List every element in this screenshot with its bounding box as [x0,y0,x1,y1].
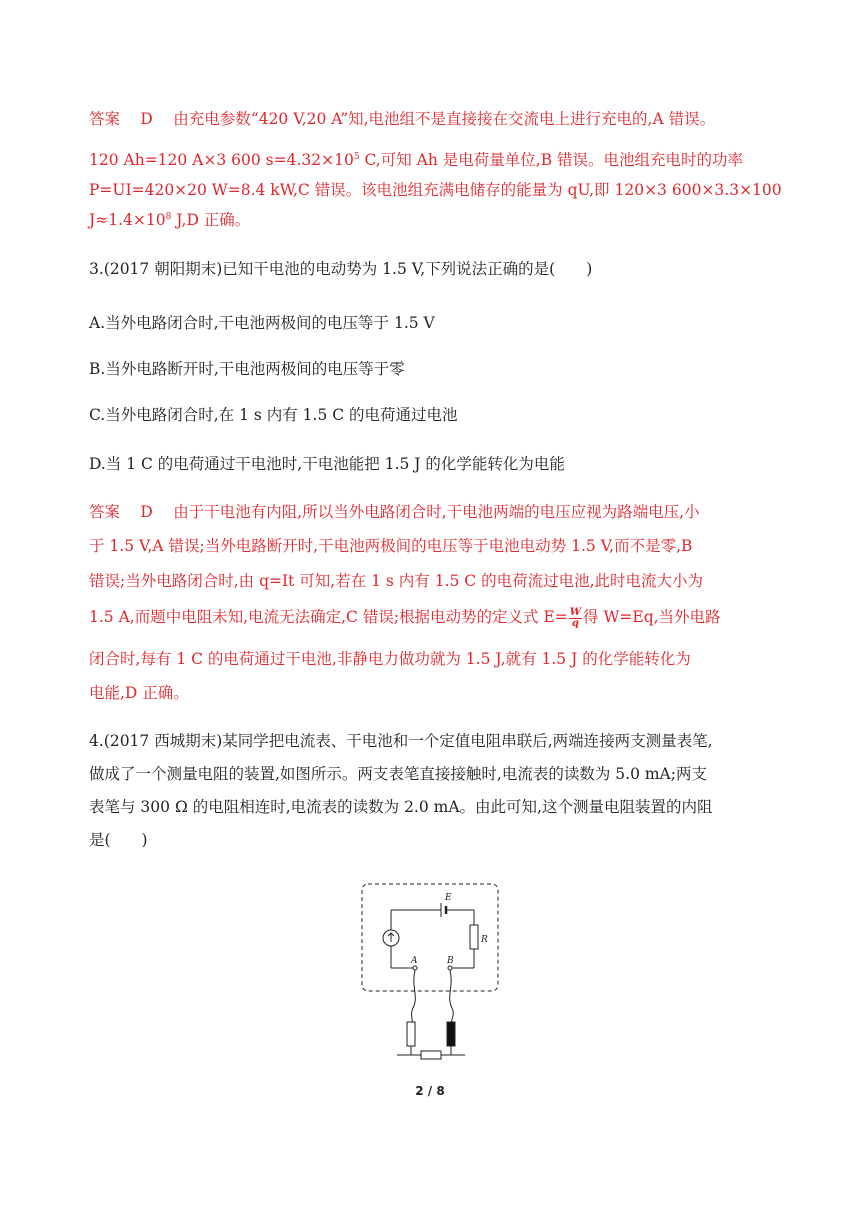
answer-3-line-4-part-a: 1.5 A,而题中电阻未知,电流无法确定,C 错误;根据电动势的定义式 E= [89,608,568,626]
label-r: R [481,935,488,945]
answer-2-line-3: P=UI=420×20 W=8.4 kW,C 错误。该电池组充满电储存的能量为 qU,即 120×3 600×3.3×100 [89,181,782,199]
answer-2-line-1: 答案 D 由充电参数“420 V,20 A”知,电池组不是直接接在交流电上进行充电的,A 错误。 [89,110,716,128]
label-e: E [445,893,452,903]
answer-3-line-2: 于 1.5 V,A 错误;当外电路断开时,干电池两极间的电压等于电池电动势 1.5 V,而不是零,B [89,537,693,555]
answer-2-line-2-part-b: C,可知 Ah 是电荷量单位,B 错误。电池组充电时的功率 [359,151,744,169]
answer-3-line-1: 答案 D 由于干电池有内阻,所以当外电路闭合时,干电池两端的电压应视为路端电压,小 [89,503,700,521]
fraction-w-over-q [569,608,582,629]
circuit-diagram [355,878,505,1064]
answer-2-line-4 [89,210,250,230]
question-3-option-c: C.当外电路闭合时,在 1 s 内有 1.5 C 的电荷通过电池 [89,406,458,424]
question-4-line-2: 做成了一个测量电阻的装置,如图所示。两支表笔直接接触时,电流表的读数为 5.0 mA;两支 [89,765,707,783]
exponent: 5 [353,151,360,162]
answer-3-line-4-part-b: 得 W=Eq,当外电路 [583,608,721,626]
page-number: 2 / 8 [415,1084,445,1098]
fraction-numerator: W [569,606,582,618]
label-b: B [447,956,454,966]
answer-2-line-2-part-a: 120 Ah=120 A×3 600 s=4.32×10 [89,151,354,169]
question-3-option-d: D.当 1 C 的电荷通过干电池时,干电池能把 1.5 J 的化学能转化为电能 [89,455,565,473]
answer-2-line-4-part-a: J≈1.4×10 [89,211,166,229]
resistor-r [470,925,478,949]
fraction-denominator: q [571,617,579,629]
label-a: A [411,956,418,966]
external-resistor [421,1051,441,1059]
answer-3-line-5: 闭合时,每有 1 C 的电荷通过干电池,非静电力做功就为 1.5 J,就有 1.5 J 的化学能转化为 [89,650,691,668]
question-3-stem: 3.(2017 朝阳期末)已知干电池的电动势为 1.5 V,下列说法正确的是( ) [89,260,593,278]
answer-2-line-4-part-b: J,D 正确。 [171,211,251,229]
terminal-b [448,966,452,970]
question-3-option-b: B.当外电路断开时,干电池两极间的电压等于零 [89,360,405,378]
question-4-line-1: 4.(2017 西城期末)某同学把电流表、干电池和一个定值电阻串联后,两端连接两支测量表笔, [89,732,713,750]
answer-3-line-6: 电能,D 正确。 [89,684,189,702]
probe-a [407,1022,415,1046]
answer-3-line-3: 错误;当外电路闭合时,由 q=It 可知,若在 1 s 内有 1.5 C 的电荷流过电池,此时电流大小为 [89,572,704,590]
question-3-option-a: A.当外电路闭合时,干电池两极间的电压等于 1.5 V [89,314,435,332]
probe-b [447,1022,455,1046]
answer-2-line-2 [89,150,743,170]
question-4-line-4: 是( ) [89,831,148,849]
question-4-line-3: 表笔与 300 Ω 的电阻相连时,电流表的读数为 2.0 mA。由此可知,这个测量电阻装置的内阻 [89,798,713,816]
terminal-a [413,966,417,970]
answer-3-line-4 [89,607,721,629]
exponent: 8 [165,211,172,222]
